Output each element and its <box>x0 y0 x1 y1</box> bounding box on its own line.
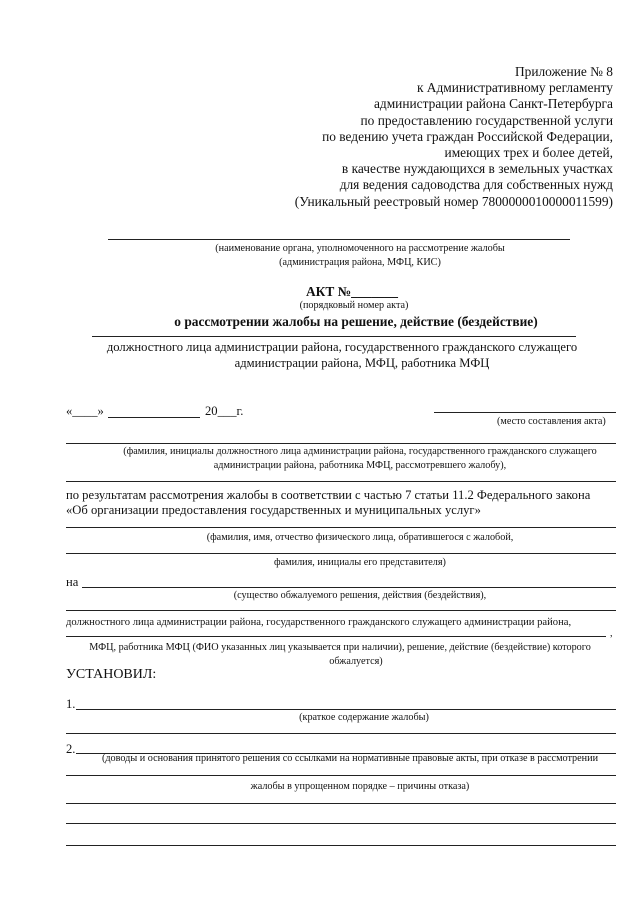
results-text: по результатам рассмотрения жалобы в соответствии с частью 7 статьи 11.2 Федерального закона <box>66 488 591 502</box>
representative-caption: фамилия, инициалы его представителя) <box>274 557 446 568</box>
reviewer-field-2[interactable] <box>66 481 616 482</box>
act-title: АКТ №_______ <box>306 284 398 299</box>
date-day[interactable]: «____» <box>66 404 104 418</box>
act-subject-line[interactable] <box>92 336 576 337</box>
official-description: администрации района, МФЦ, работника МФЦ <box>234 356 490 370</box>
place-caption: (место составления акта) <box>497 416 606 427</box>
item2-caption: (доводы и основания принятого решения со ссылками на нормативные правовые акты, при отказе в рассмотрении <box>101 753 599 764</box>
official-text: должностного лица администрации района, государственного гражданского служащего администрации района, <box>66 617 572 628</box>
decision-field[interactable] <box>82 587 616 588</box>
item2-field-2[interactable] <box>66 775 616 776</box>
appendix-line: имеющих трех и более детей, <box>444 145 613 161</box>
organ-caption: (администрация района, МФЦ, КИС) <box>279 257 441 268</box>
act-subject: о рассмотрении жалобы на решение, действие (бездействие) <box>174 314 538 329</box>
organ-caption: (наименование органа, уполномоченного на рассмотрение жалобы <box>215 243 505 254</box>
act-number-caption: (порядковый номер акта) <box>299 300 409 311</box>
representative-field[interactable] <box>66 553 616 554</box>
item1-field-2[interactable] <box>66 733 616 734</box>
item1-caption: (краткое содержание жалобы) <box>299 712 429 723</box>
complainant-field[interactable] <box>66 527 616 528</box>
place-field[interactable] <box>434 412 616 413</box>
appendix-line: к Административному регламенту <box>416 80 613 96</box>
complainant-caption: (фамилия, имя, отчество физического лица, обратившегося с жалобой, <box>206 532 514 543</box>
item2-field-4[interactable] <box>66 823 616 824</box>
official-comma: , <box>610 628 613 639</box>
na-label: на <box>66 575 79 589</box>
decision-field-2[interactable] <box>66 610 616 611</box>
item1-number: 1. <box>66 697 76 711</box>
date-month-field[interactable] <box>108 417 200 418</box>
appendix-line: в качестве нуждающихся в земельных участках <box>341 161 613 177</box>
item2-field-3[interactable] <box>66 803 616 804</box>
results-text: «Об организации предоставления государственных и муниципальных услуг» <box>66 503 481 517</box>
appendix-header <box>53 64 613 210</box>
reviewer-caption: (фамилия, инициалы должностного лица администрации района, государственного гражданского служащего <box>123 446 597 457</box>
appendix-line: для ведения садоводства для собственных нужд <box>339 177 613 193</box>
date-year[interactable]: 20___г. <box>205 404 244 418</box>
appendix-line: по предоставлению государственной услуги <box>360 112 613 128</box>
registry-number: (Уникальный реестровый номер 7800000010000011599) <box>294 193 613 209</box>
mfc-caption: обжалуется) <box>329 656 383 667</box>
appendix-number: Приложение № 8 <box>514 64 613 79</box>
decision-caption: (существо обжалуемого решения, действия (бездействия), <box>233 590 487 601</box>
official-field[interactable] <box>66 636 606 637</box>
item2-field-5[interactable] <box>66 845 616 846</box>
organ-name-field[interactable] <box>108 239 570 240</box>
item2-caption: жалобы в упрощенном порядке – причины отказа) <box>250 781 470 792</box>
official-description: должностного лица администрации района, государственного гражданского служащего <box>106 340 578 354</box>
established-heading: УСТАНОВИЛ: <box>66 667 157 682</box>
mfc-caption: МФЦ, работника МФЦ (ФИО указанных лиц указывается при наличии), решение, действие (бездействие) которого <box>89 642 591 653</box>
item1-field[interactable] <box>76 709 616 710</box>
item2-number: 2. <box>66 742 76 756</box>
appendix-line: администрации района Санкт-Петербурга <box>373 96 613 112</box>
appendix-line: по ведению учета граждан Российской Федерации, <box>322 128 613 144</box>
reviewer-field[interactable] <box>66 443 616 444</box>
reviewer-caption: администрации района, работника МФЦ, рассмотревшего жалобу), <box>213 460 507 471</box>
